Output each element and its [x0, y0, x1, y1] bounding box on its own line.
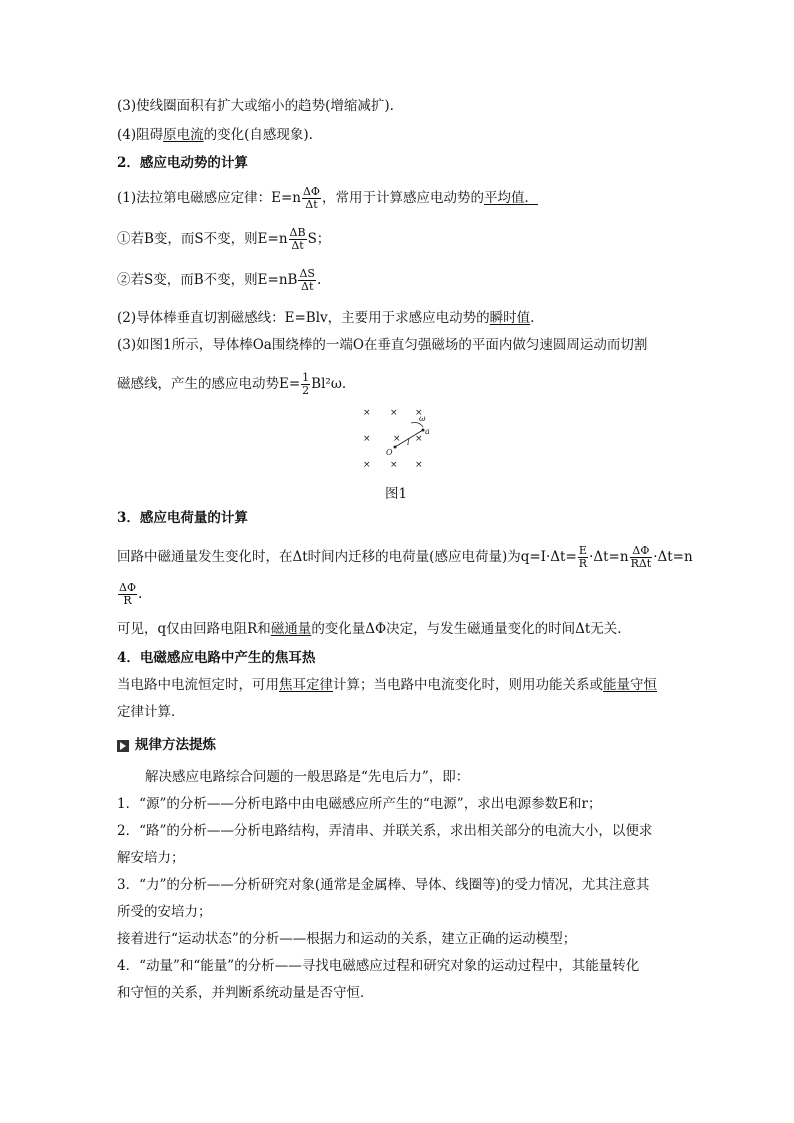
text-line-20: 接着进行“运动状态”的分析——根据力和运动的关系，建立正确的运动模型； [117, 931, 577, 947]
fraction: $\frac{1}{2}$ [302, 371, 310, 397]
fraction: $\frac{\Delta\Phi}{\Delta t}$ [302, 185, 320, 211]
text-seg: 磁感线，产生的感应电动势E= [117, 376, 301, 392]
text-seg: 可见，q仅由回路电阻R和 [117, 621, 271, 637]
text-seg: ①若B变，而S不变，则E=n [117, 231, 288, 247]
text-seg: . [316, 272, 322, 288]
label-omega: ω [419, 414, 426, 423]
text-line-4 [117, 227, 330, 252]
cross-mark: × [363, 408, 371, 418]
section-title: 规律方法提炼 [135, 737, 216, 753]
text-seg: S； [307, 231, 331, 247]
text-line-9 [117, 545, 693, 570]
text-line-8 [117, 372, 346, 397]
fraction: $\frac{\Delta\Phi}{R}$ [119, 581, 136, 607]
text-seg: . [137, 586, 143, 602]
text-seg: ，常用于计算感应电动势的 [321, 190, 484, 206]
heading-2: 2．感应电动势的计算 [117, 155, 248, 171]
label-a: a [425, 427, 430, 436]
figure-caption: 图1 [385, 486, 408, 502]
text-line-21: 4．“动量”和“能量”的分析——寻找电磁感应过程和研究对象的运动过程中，其能量转化 [117, 958, 640, 974]
text-line-17: 解安培力； [117, 850, 185, 866]
text-line-2 [117, 127, 313, 143]
heading-4: 4．电磁感应电路中产生的焦耳热 [117, 650, 316, 666]
heading-3: 3．感应电荷量的计算 [117, 510, 248, 526]
text-line-14: 解决感应电路综合问题的一般思路是“先电后力”，即： [145, 769, 470, 785]
play-triangle-icon [117, 740, 129, 752]
text-seg: 回路中磁通量发生变化时，在Δt时间内迁移的电荷量(感应电荷量)为q=I·Δt= [117, 549, 577, 565]
underlined-term: 能量守恒 [603, 677, 657, 693]
cross-mark: × [363, 434, 371, 444]
text-line-10 [117, 582, 142, 607]
cross-mark: × [415, 408, 423, 418]
text-seg: 计算；当电路中电流变化时，则用功能关系或 [333, 677, 603, 693]
text-line-18: 3．“力”的分析——分析研究对象(通常是金属棒、导体、线圈等)的受力情况，尤其注意其 [117, 877, 650, 893]
text-seg: 的变化(自感现象). [203, 127, 313, 143]
text-seg: . [530, 310, 535, 326]
text-seg: 的变化量ΔΦ决定，与发生磁通量变化的时间Δt无关． [311, 621, 631, 637]
text-line-6 [117, 310, 534, 326]
text-line-11 [117, 621, 631, 637]
cross-mark: × [393, 434, 401, 444]
text-line-1: (3)使线圈面积有扩大或缩小的趋势(增缩减扩). [117, 98, 394, 114]
text-line-15: 1．“源”的分析——分析电路中由电磁感应所产生的“电源”，求出电源参数E和r； [117, 796, 602, 812]
fraction: $\frac{\Delta\Phi}{\text{RΔt}}$ [630, 544, 652, 570]
underlined-term: 平均值． [483, 190, 538, 206]
text-seg: (1)法拉第电磁感应定律：E=n [117, 190, 301, 206]
cross-mark: × [363, 460, 371, 470]
fraction: $\frac{E}{R}$ [578, 544, 588, 570]
text-seg: 当电路中电流恒定时，可用 [117, 677, 279, 693]
label-l: l [407, 438, 410, 447]
fraction: $\frac{\Delta B}{\Delta t}$ [289, 226, 306, 252]
text-line-13: 定律计算． [117, 704, 185, 720]
text-line-12 [117, 677, 657, 693]
underlined-term: 原电流 [163, 127, 204, 143]
text-seg: (4)阻碍 [117, 127, 164, 143]
cross-mark: × [415, 460, 423, 470]
cross-mark: × [415, 434, 423, 444]
text-line-19: 所受的安培力； [117, 904, 212, 920]
cross-mark: × [390, 460, 398, 470]
underlined-term: 焦耳定律 [279, 677, 333, 693]
text-line-16: 2．“路”的分析——分析电路结构，弄清串、并联关系，求出相关部分的电流大小，以便求 [117, 823, 653, 839]
underlined-term: 磁通量 [270, 621, 312, 637]
pivot-point [394, 446, 397, 449]
text-seg: (2)导体棒垂直切割磁感线：E=Blv，主要用于求感应电动势的 [117, 310, 490, 326]
text-seg: ·Δt=n [589, 549, 629, 565]
text-line-5 [117, 268, 321, 293]
cross-mark: × [390, 408, 398, 418]
text-seg: ②若S变，而B不变，则E=nB [117, 272, 298, 288]
text-seg: Bl²ω. [311, 376, 347, 392]
underlined-term: 瞬时值 [489, 310, 531, 326]
text-line-22: 和守恒的关系，并判断系统动量是否守恒． [117, 985, 374, 1001]
fraction: $\frac{\Delta S}{\Delta t}$ [299, 267, 315, 293]
section-heading [117, 737, 216, 753]
text-seg: ·Δt=n [653, 549, 693, 565]
text-line-7: (3)如图1所示，导体棒Oa围绕棒的一端O在垂直匀强磁场的平面内做匀速圆周运动而切割 [117, 337, 648, 353]
figure-1-rotating-rod [355, 405, 435, 475]
rotation-arc [411, 423, 423, 428]
label-O: O [386, 448, 393, 457]
text-line-3 [117, 186, 538, 211]
